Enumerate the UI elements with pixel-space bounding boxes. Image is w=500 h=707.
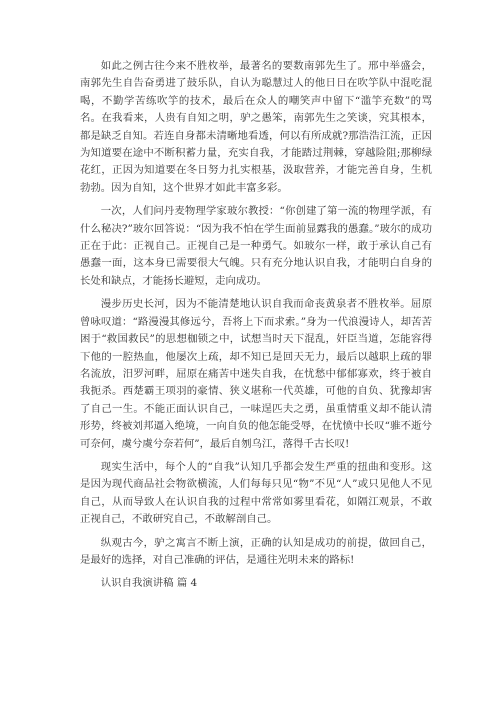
section-heading: 认识自我演讲稿 篇 4 [100, 577, 198, 590]
paragraph-4: 现实生活中，每个人的“自我”认知几乎都会发生严重的扭曲和变形。这是因为现代商品社会物欲横流，人们每每只见“物”不见“人”或只见他人不见自己，从而导致人在认识自我的过程中常常如雾里看花，如隔江观景，不敢正视自己，不敢研究自己，不敢解剖自己。 [80, 460, 432, 526]
paragraph-1: 如此之例古往今来不胜枚举，最著名的要数南郭先生了。邢中举盛会，南郭先生自告奋勇进了鼓乐队，自认为聪慧过人的他日日在吹竽队中混吃混喝，不勤学苦练吹竽的技术，最后在众人的嘲笑声中留下“滥竽充数”的骂名。在我看来，人贵有自知之明，驴之愚笨，南郭先生之笑谈，究其根本，都是缺乏自知。若连自身都未清晰地看透，何以有所成就?那浩浩江流，正因为知道要在途中不断积蓄力量，充实自我，才能踏过荆棘，穿越险阻;那柳绿花红，正因为知道要在冬日努力扎实根基，汲取营养，才能完善自身，生机勃勃。因为自知，这个世界才如此丰富多彩。 [80, 60, 432, 194]
paragraph-3: 漫步历史长河，因为不能清楚地认识自我而命丧黄泉者不胜枚举。屈原曾咏叹道：“路漫漫其修远兮，吾将上下而求索。”身为一代浪漫诗人，却苦苦困于“救国救民”的思想枷锁之中，试想当时天下混乱，奸臣当道，怎能容得下他的一腔热血，他屡次上疏，却不知已是回天无力，最后以越职上疏的罪名流放，汨罗河畔，屈原在痛苦中迷失自我，在忧愁中郁郁寡欢，终于被自我扼杀。西楚霸王项羽的豪情、狭义堪称一代英雄，可他的自负、犹豫却害了自己一生。不能正面认识自己，一味逞匹夫之勇，虽重情重义却不能认清形势，终被刘邦逼入绝境，一向自负的他怎能受辱，在忧愤中长叹“骓不逝兮可奈何，虞兮虞兮奈若何”，最后自刎乌江，落得千古长叹! [80, 298, 432, 450]
paragraph-5: 纵观古今，驴之寓言不断上演，正确的认知是成功的前提，做回自己，是最好的选择，对自己准确的评估，是通往光明未来的路标! [80, 536, 432, 566]
document-body [80, 58, 432, 599]
paragraph-2: 一次，人们问丹麦物理学家玻尔教授：“你创建了第一流的物理学派，有什么秘决?”玻尔回答说：“因为我不怕在学生面前显露我的愚蠢。”玻尔的成功正在于此：正视自己。正视自己是一种勇气。如玻尔一样，敢于承认自己有愚蠢一面，这本身已需要很大气魄。只有充分地认识自我，才能明白自身的长处和缺点，才能扬长避短，走向成功。 [80, 205, 432, 287]
